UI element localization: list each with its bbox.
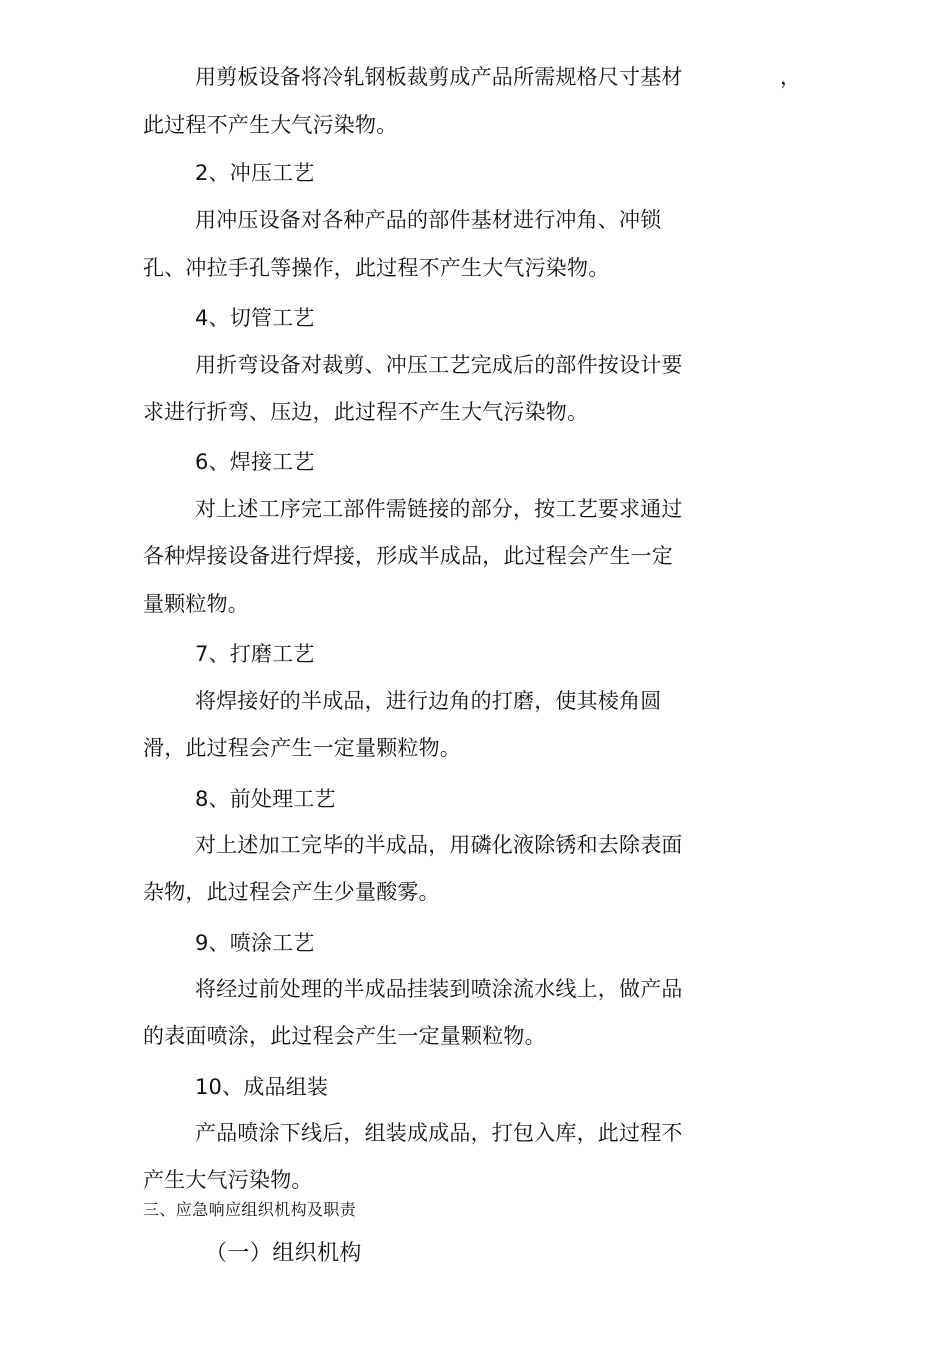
- welding-paragraph-line-2: 各种焊接设备进行焊接，形成半成品，此过程会产生一定: [143, 544, 673, 568]
- grinding-paragraph-line-1: 将焊接好的半成品，进行边角的打磨，使其棱角圆: [195, 689, 662, 713]
- cutting-trailing-comma: ，: [780, 65, 801, 89]
- spraying-paragraph-line-1: 将经过前处理的半成品挂装到喷涂流水线上，做产品: [195, 977, 683, 1001]
- assembly-heading: 10、成品组装: [195, 1075, 329, 1099]
- pipe-cutting-paragraph-line-1: 用折弯设备对裁剪、冲压工艺完成后的部件按设计要: [195, 353, 683, 377]
- pipe-cutting-paragraph-line-2: 求进行折弯、压边，此过程不产生大气污染物。: [143, 400, 589, 424]
- section-three-title: 三、应急响应组织机构及职责: [143, 1200, 357, 1219]
- assembly-paragraph-line-2: 产生大气污染物。: [143, 1168, 313, 1192]
- spraying-paragraph-line-2: 的表面喷涂，此过程会产生一定量颗粒物。: [143, 1024, 546, 1048]
- welding-paragraph-line-1: 对上述工序完工部件需链接的部分，按工艺要求通过: [195, 497, 683, 521]
- assembly-paragraph-line-1: 产品喷涂下线后，组装成成品，打包入库，此过程不: [195, 1121, 683, 1145]
- welding-paragraph-line-3: 量颗粒物。: [143, 592, 249, 616]
- grinding-heading: 7、打磨工艺: [195, 642, 315, 666]
- grinding-paragraph-line-2: 滑，此过程会产生一定量颗粒物。: [143, 736, 461, 760]
- subsection-organization-title: （一）组织机构: [205, 1241, 362, 1266]
- pretreatment-paragraph-line-2: 杂物，此过程会产生少量酸雾。: [143, 880, 440, 904]
- pretreatment-heading: 8、前处理工艺: [195, 787, 336, 811]
- stamping-paragraph-line-1: 用冲压设备对各种产品的部件基材进行冲角、冲锁: [195, 208, 662, 232]
- spraying-heading: 9、喷涂工艺: [195, 931, 315, 955]
- stamping-heading: 2、冲压工艺: [195, 161, 315, 185]
- stamping-paragraph-line-2: 孔、冲拉手孔等操作，此过程不产生大气污染物。: [143, 256, 610, 280]
- pipe-cutting-heading: 4、切管工艺: [195, 306, 315, 330]
- cutting-paragraph-line-2: 此过程不产生大气污染物。: [143, 113, 398, 137]
- welding-heading: 6、焊接工艺: [195, 450, 315, 474]
- cutting-paragraph-line-1: 用剪板设备将冷轧钢板裁剪成产品所需规格尺寸基材: [195, 65, 683, 89]
- pretreatment-paragraph-line-1: 对上述加工完毕的半成品，用磷化液除锈和去除表面: [195, 833, 683, 857]
